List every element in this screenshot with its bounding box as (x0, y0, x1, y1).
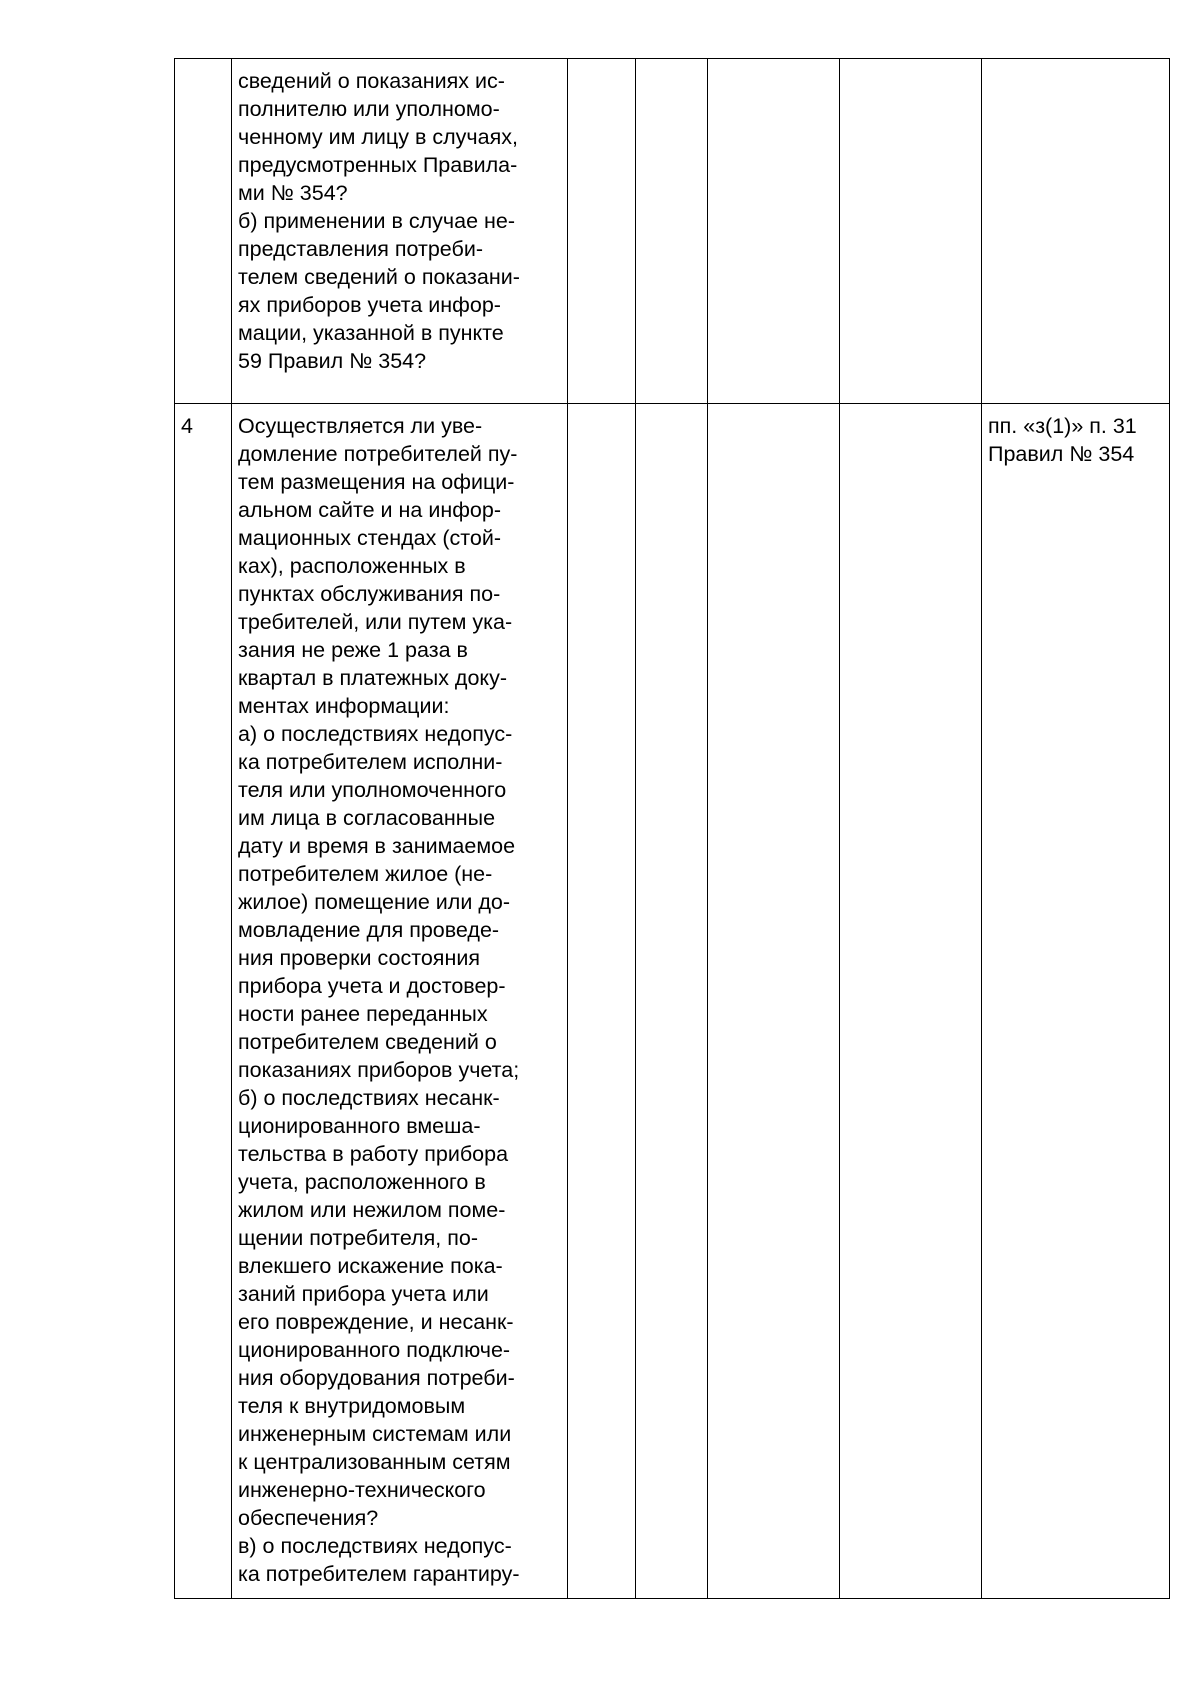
remarks-cell (840, 404, 982, 1599)
question-line: альном сайте и на инфор- (238, 498, 501, 522)
question-line: б) применении в случае не- (238, 209, 516, 233)
question-line: потребителем сведений о (238, 1030, 497, 1054)
question-line: представления потреби- (238, 237, 484, 261)
question-line: мовладение для проведе- (238, 918, 500, 942)
question-line: телем сведений о показани- (238, 265, 520, 289)
question-line: требителей, или путем ука- (238, 610, 513, 634)
question-line: потребителем жилое (не- (238, 862, 493, 886)
question-line: ционированного вмеша- (238, 1114, 481, 1138)
question-line: жилое) помещение или до- (238, 890, 510, 914)
question-line: ка потребителем гарантиру- (238, 1562, 520, 1586)
reference-cell (982, 404, 1170, 1599)
remarks-cell (840, 59, 982, 404)
question-line: дату и время в занимаемое (238, 834, 516, 858)
question-line: в) о последствиях недопус- (238, 1534, 512, 1558)
question-line: щении потребителя, по- (238, 1226, 478, 1250)
question-line: заний прибора учета или (238, 1282, 489, 1306)
reference-line: Правил № 354 (988, 442, 1135, 466)
question-line: ния оборудования потреби- (238, 1366, 515, 1390)
answer-no-cell (636, 404, 708, 1599)
question-line: ка потребителем исполни- (238, 750, 503, 774)
row-number-cell (175, 59, 232, 404)
question-line: б) о последствиях несанк- (238, 1086, 500, 1110)
question-line: ния проверки состояния (238, 946, 480, 970)
question-line: ционированного подключе- (238, 1338, 511, 1362)
question-line: им лица в согласованные (238, 806, 496, 830)
checklist-table (174, 58, 1170, 1599)
question-line: домление потребителей пу- (238, 442, 518, 466)
answer-not-applicable-cell (708, 404, 840, 1599)
question-line: к централизованным сетям (238, 1450, 511, 1474)
question-line: Осуществляется ли уве- (238, 414, 483, 438)
question-line: теля или уполномоченного (238, 778, 507, 802)
question-line: ментах информации: (238, 694, 450, 718)
question-line: ях приборов учета инфор- (238, 293, 501, 317)
question-line: полнителю или уполномо- (238, 97, 500, 121)
question-line: мации, указанной в пункте (238, 321, 504, 345)
question-line: показаниях приборов учета; (238, 1058, 520, 1082)
table-row (175, 404, 1170, 1599)
question-line: пунктах обслуживания по- (238, 582, 501, 606)
question-line: обеспечения? (238, 1506, 379, 1530)
answer-no-cell (636, 59, 708, 404)
question-line: сведений о показаниях ис- (238, 69, 505, 93)
question-line: ченному им лицу в случаях, (238, 125, 518, 149)
question-cell (232, 404, 568, 1599)
question-line: тельства в работу прибора (238, 1142, 509, 1166)
question-line: инженерно-технического (238, 1478, 486, 1502)
table-row (175, 59, 1170, 404)
question-line: жилом или нежилом поме- (238, 1198, 506, 1222)
row-number-cell: 4 (175, 404, 232, 1599)
question-line: прибора учета и достовер- (238, 974, 506, 998)
question-line: инженерным системам или (238, 1422, 512, 1446)
question-line: ках), расположенных в (238, 554, 466, 578)
question-line: учета, расположенного в (238, 1170, 486, 1194)
answer-not-applicable-cell (708, 59, 840, 404)
question-line: зания не реже 1 раза в (238, 638, 468, 662)
question-line: квартал в платежных доку- (238, 666, 507, 690)
question-line: предусмотренных Правила- (238, 153, 518, 177)
question-line: теля к внутридомовым (238, 1394, 466, 1418)
question-cell (232, 59, 568, 404)
question-line: ности ранее переданных (238, 1002, 488, 1026)
answer-yes-cell (568, 59, 636, 404)
question-line: тем размещения на офици- (238, 470, 515, 494)
question-line: а) о последствиях недопус- (238, 722, 513, 746)
question-line: влекшего искажение пока- (238, 1254, 503, 1278)
question-line: 59 Правил № 354? (238, 349, 427, 373)
answer-yes-cell (568, 404, 636, 1599)
question-line: его повреждение, и несанк- (238, 1310, 514, 1334)
reference-cell (982, 59, 1170, 404)
question-line: мационных стендах (стой- (238, 526, 501, 550)
reference-line: пп. «з(1)» п. 31 (988, 414, 1137, 438)
question-line: ми № 354? (238, 181, 348, 205)
